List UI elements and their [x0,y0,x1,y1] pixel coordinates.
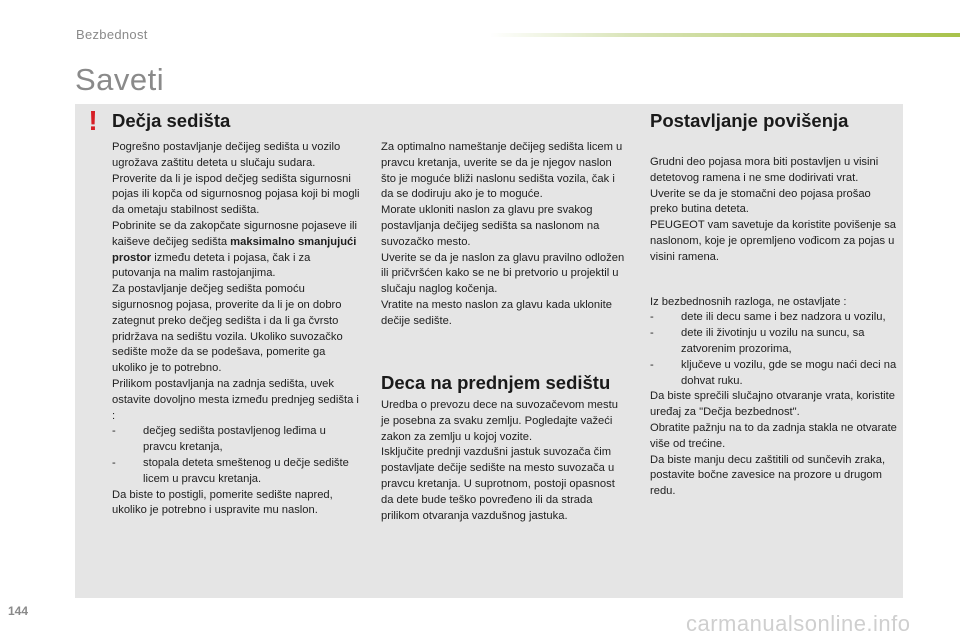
bold-text-run: maksimalno smanjujući prostor [112,235,357,264]
paragraph: Uverite se da je stomačni deo pojasa prošao preko butina deteta. [650,187,871,216]
header-gradient-rule [490,33,960,37]
page-title: Saveti [75,62,165,97]
paragraph: Da biste to postigli, pomerite sedište napred, ukoliko je potrebno i uspravite mu naslon. [112,488,333,517]
paragraph: Za postavljanje dečjeg sedišta pomoću sigurnosnog pojasa, proverite da li je on dobro zategnut preko dečjeg sedišta i da li ga čvrsto pridržava na sedištu vozila. Ukoliko suvozačko sedište može da se podešava, pomerite ga ukoliko je to potrebno. [112,283,343,375]
list-item: - dete ili decu same i bez nadzora u vozilu, [650,310,900,326]
paragraph: Pogrešno postavljanje dečijeg sedišta u vozilo ugrožava zaštitu deteta u slučaju sudara. [112,141,341,169]
paragraph [112,219,360,282]
list-item-text: stopala deteta smeštenog u dečje sedište licem u pravcu kretanja. [143,456,349,485]
list-item-text: dečjeg sedišta postavljenog leđima u pravcu kretanja, [143,425,326,454]
list-item: - dečjeg sedišta postavljenog leđima u pravcu kretanja, [112,424,360,456]
paragraph: Uverite se da je naslon za glavu pravilno odložen ili pričvršćen kako se ne bi pretvorio u projektil u slučaju naglog kočenja. [381,251,625,296]
column-2-text-lower [381,398,629,524]
paragraph: Da biste manju decu zaštitili od sunčevih zraka, postavite bočne zavesice na prozore u drugom redu. [650,453,886,498]
paragraph: Vratite na mesto naslon za glavu kada uklonite dečije sedište. [381,298,612,327]
paragraph: Prilikom postavljanja na zadnja sedišta, uvek ostavite dovoljno mesta između prednjeg sedišta i : [112,377,359,422]
paragraph: PEUGEOT vam savetuje da koristite povišenje sa naslonom, koje je opremljeno vođicom za pojas u visini ramena. [650,219,897,263]
column-1-text [112,140,360,519]
heading-child-seats: Dečja sedišta [112,110,231,131]
heading-booster-seats: Postavljanje povišenja [650,110,849,131]
watermark: carmanualsonline.info [686,611,911,636]
column-3-text [650,155,900,500]
page-number: 144 [8,604,29,618]
list-item: - dete ili životinju u vozilu na suncu, sa zatvorenim prozorima, [650,326,900,358]
paragraph: Morate ukloniti naslon za glavu pre svakog postavljanja dečijeg sedišta sa naslonom na suvozačko mesto. [381,204,600,248]
text-run: Pobrinite se da zakopčate sigurnosne pojaseve ili kaiševe dečijeg sedišta [112,219,358,248]
column-2-text [381,140,629,330]
paragraph: Isključite prednji vazdušni jastuk suvozača čim postavljate dečije sedište na mesto suvozača u pravcu kretanja. U suprotnom, postoji opasnost da dete bude teško povređeno ili da strada prilikom otvaranja vazdušnog jastuka. [381,446,615,522]
paragraph: Obratite pažnju na to da zadnja stakla ne otvarate više od trećine. [650,421,897,450]
paragraph: Za optimalno nameštanje dečijeg sedišta licem u pravcu kretanja, uverite se da je njegov naslon što je moguće bliži naslonu sedišta vozila, čak i da se dodiruju ako je to moguće. [381,141,623,201]
paragraph: Uredba o prevozu dece na suvozačevom mestu je posebna za svaku zemlju. Pogledajte važeći zakon za zemlju u kojoj vozite. [381,399,618,443]
list-item-text: dete ili životinju u vozilu na suncu, sa zatvorenim prozorima, [681,327,865,355]
section-label: Bezbednost [76,27,148,42]
warning-exclamation-icon: ! [88,105,98,136]
paragraph: Grudni deo pojasa mora biti postavljen u visini detetovog ramena i ne sme dodirivati vrat. [650,156,879,184]
heading-children-front-seat: Deca na prednjem sedištu [381,372,611,393]
list-item: - ključeve u vozilu, gde se mogu naći deci na dohvat ruku. [650,358,900,390]
text-run: između deteta i pojasa, čak i za putovanja na malim rastojanjima. [112,251,311,280]
paragraph: Da biste sprečili slučajno otvaranje vrata, koristite uređaj za "Dečja bezbednost". [650,390,895,419]
paragraph: Proverite da li je ispod dečjeg sedišta sigurnosni pojas ili kopča od sigurnosnog pojasa koji bi mogli da ometaju stabilnost sedišta. [112,172,360,217]
list-item: - stopala deteta smeštenog u dečje sedište licem u pravcu kretanja. [112,456,360,488]
paragraph: Iz bezbednosnih razloga, ne ostavljate : [650,295,847,308]
list-item-text: dete ili decu same i bez nadzora u vozilu, [681,311,886,324]
list-item-text: ključeve u vozilu, gde se mogu naći deci na dohvat ruku. [681,358,897,387]
